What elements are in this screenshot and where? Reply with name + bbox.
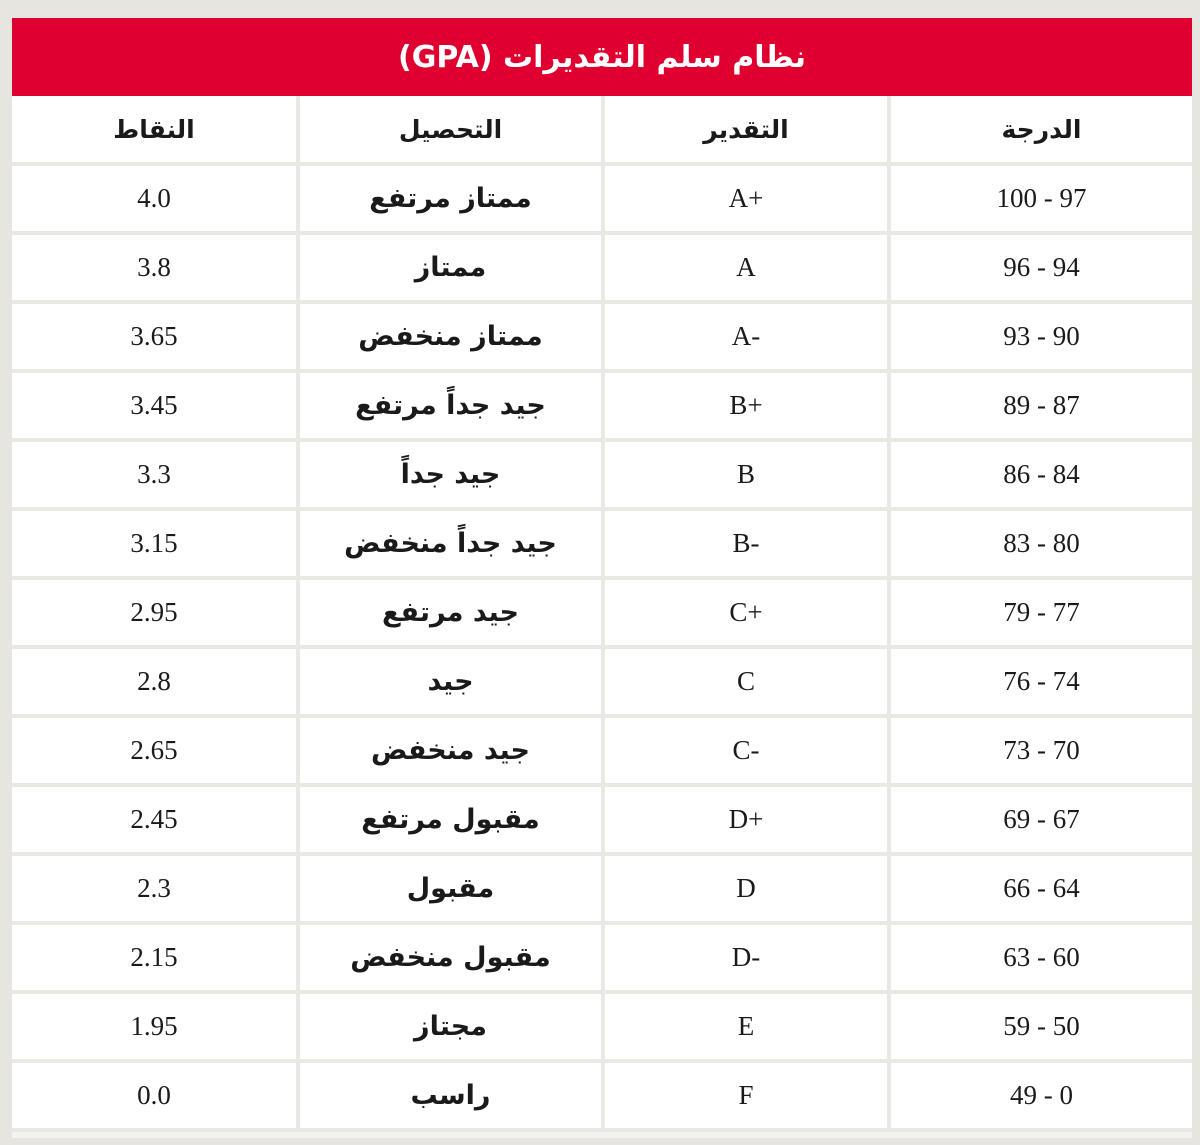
cell-letter [601, 718, 887, 787]
cell-letter [601, 166, 887, 235]
cell-range-text: 86 - 84 [1003, 459, 1080, 489]
cell-range [887, 304, 1192, 373]
table-row [12, 373, 1192, 442]
table-row [12, 166, 1192, 235]
cell-letter-text: D- [731, 942, 761, 972]
table-row [12, 304, 1192, 373]
cell-achievement-text: راسب [410, 1080, 491, 1111]
cell-achievement-text: جيد مرتفع [381, 597, 519, 628]
table-row [12, 511, 1192, 580]
cell-achievement [296, 235, 601, 304]
table-row [12, 787, 1192, 856]
cell-letter [601, 994, 887, 1063]
cell-points-text: 4.0 [137, 183, 171, 213]
table-title-text: نظام سلم التقديرات (GPA) [398, 39, 806, 75]
cell-letter [601, 511, 887, 580]
cell-points-text: 0.0 [137, 1080, 171, 1110]
cell-achievement-text: جيد [427, 666, 474, 697]
cell-points [12, 373, 296, 442]
cell-achievement [296, 442, 601, 511]
table-row [12, 856, 1192, 925]
table-row [12, 925, 1192, 994]
cell-range-text: 79 - 77 [1003, 597, 1080, 627]
grading-table-card [12, 18, 1192, 1138]
cell-achievement [296, 511, 601, 580]
cell-points-text: 3.3 [137, 459, 171, 489]
table-title [12, 18, 1192, 96]
header-range: الدرجة [887, 96, 1192, 166]
cell-range-text: 73 - 70 [1003, 735, 1080, 765]
cell-points [12, 925, 296, 994]
cell-achievement [296, 718, 601, 787]
cell-points-text: 2.45 [130, 804, 178, 834]
cell-letter-text: A [736, 252, 756, 282]
table-row [12, 235, 1192, 304]
cell-achievement-text: مجتاز [414, 1011, 487, 1042]
cell-achievement-text: مقبول منخفض [350, 942, 551, 973]
grade-scale-table [12, 96, 1192, 1132]
cell-range-text: 83 - 80 [1003, 528, 1080, 558]
cell-achievement [296, 580, 601, 649]
cell-range-text: 93 - 90 [1003, 321, 1080, 351]
cell-points-text: 3.45 [130, 390, 178, 420]
cell-range [887, 718, 1192, 787]
cell-points [12, 718, 296, 787]
cell-letter [601, 649, 887, 718]
cell-letter-text: A- [731, 321, 761, 351]
cell-letter-text: C [736, 666, 755, 696]
cell-letter-text: F [738, 1080, 754, 1110]
cell-points [12, 304, 296, 373]
cell-achievement [296, 994, 601, 1063]
cell-range [887, 994, 1192, 1063]
cell-achievement-text: جيد منخفض [371, 735, 530, 766]
cell-range-text: 59 - 50 [1003, 1011, 1080, 1041]
cell-points [12, 787, 296, 856]
cell-range-text: 63 - 60 [1003, 942, 1080, 972]
cell-range [887, 925, 1192, 994]
cell-letter [601, 235, 887, 304]
cell-range-text: 66 - 64 [1003, 873, 1080, 903]
cell-letter-text: E [737, 1011, 755, 1041]
cell-range [887, 235, 1192, 304]
cell-achievement [296, 1063, 601, 1132]
cell-points [12, 649, 296, 718]
cell-achievement-text: مقبول [406, 873, 495, 904]
cell-range [887, 166, 1192, 235]
cell-achievement [296, 166, 601, 235]
cell-achievement [296, 925, 601, 994]
cell-range [887, 787, 1192, 856]
cell-letter-text: D [736, 873, 756, 903]
cell-achievement [296, 304, 601, 373]
cell-achievement-text: ممتاز منخفض [358, 321, 543, 352]
table-body [12, 166, 1192, 1132]
cell-range-text: 76 - 74 [1003, 666, 1080, 696]
cell-letter-text: A+ [728, 183, 764, 213]
cell-range-text: 96 - 94 [1003, 252, 1080, 282]
table-row [12, 718, 1192, 787]
table-header-row [12, 96, 1192, 166]
header-letter: التقدير [601, 96, 887, 166]
cell-letter-text: B+ [729, 390, 763, 420]
cell-points-text: 2.95 [130, 597, 178, 627]
cell-points [12, 442, 296, 511]
cell-points-text: 3.8 [137, 252, 171, 282]
cell-points [12, 235, 296, 304]
cell-letter [601, 787, 887, 856]
cell-letter [601, 580, 887, 649]
cell-points [12, 1063, 296, 1132]
cell-points [12, 166, 296, 235]
cell-range-text: 89 - 87 [1003, 390, 1080, 420]
cell-points [12, 994, 296, 1063]
cell-achievement-text: جيد جداً [400, 459, 501, 490]
cell-letter [601, 856, 887, 925]
cell-letter-text: D+ [728, 804, 764, 834]
cell-letter-text: C- [732, 735, 760, 765]
cell-range-text: 69 - 67 [1003, 804, 1080, 834]
cell-letter [601, 373, 887, 442]
cell-letter [601, 304, 887, 373]
cell-achievement-text: جيد جداً مرتفع [355, 390, 546, 421]
cell-range [887, 511, 1192, 580]
cell-points-text: 2.65 [130, 735, 178, 765]
cell-points-text: 2.15 [130, 942, 178, 972]
header-achievement: التحصيل [296, 96, 601, 166]
table-row [12, 994, 1192, 1063]
cell-letter-text: B- [732, 528, 760, 558]
cell-letter-text: B [736, 459, 755, 489]
table-row [12, 442, 1192, 511]
cell-letter [601, 442, 887, 511]
cell-range [887, 442, 1192, 511]
cell-achievement [296, 856, 601, 925]
cell-range-text: 100 - 97 [996, 183, 1087, 213]
cell-range [887, 1063, 1192, 1132]
cell-achievement-text: جيد جداً منخفض [344, 528, 557, 559]
cell-range [887, 580, 1192, 649]
table-row [12, 580, 1192, 649]
table-row [12, 1063, 1192, 1132]
cell-points [12, 580, 296, 649]
cell-achievement [296, 787, 601, 856]
cell-points-text: 2.3 [137, 873, 171, 903]
cell-achievement-text: ممتاز [414, 252, 487, 283]
cell-points [12, 511, 296, 580]
cell-range [887, 649, 1192, 718]
cell-letter-text: C+ [729, 597, 763, 627]
cell-points-text: 1.95 [130, 1011, 178, 1041]
cell-points-text: 3.15 [130, 528, 178, 558]
cell-achievement-text: ممتاز مرتفع [369, 183, 532, 214]
cell-letter [601, 1063, 887, 1132]
cell-range [887, 373, 1192, 442]
cell-achievement [296, 373, 601, 442]
cell-points-text: 2.8 [137, 666, 171, 696]
header-points: النقاط [12, 96, 296, 166]
cell-points [12, 856, 296, 925]
cell-achievement [296, 649, 601, 718]
table-row [12, 649, 1192, 718]
cell-points-text: 3.65 [130, 321, 178, 351]
cell-achievement-text: مقبول مرتفع [361, 804, 540, 835]
cell-range [887, 856, 1192, 925]
cell-range-text: 49 - 0 [1010, 1080, 1073, 1110]
cell-letter [601, 925, 887, 994]
